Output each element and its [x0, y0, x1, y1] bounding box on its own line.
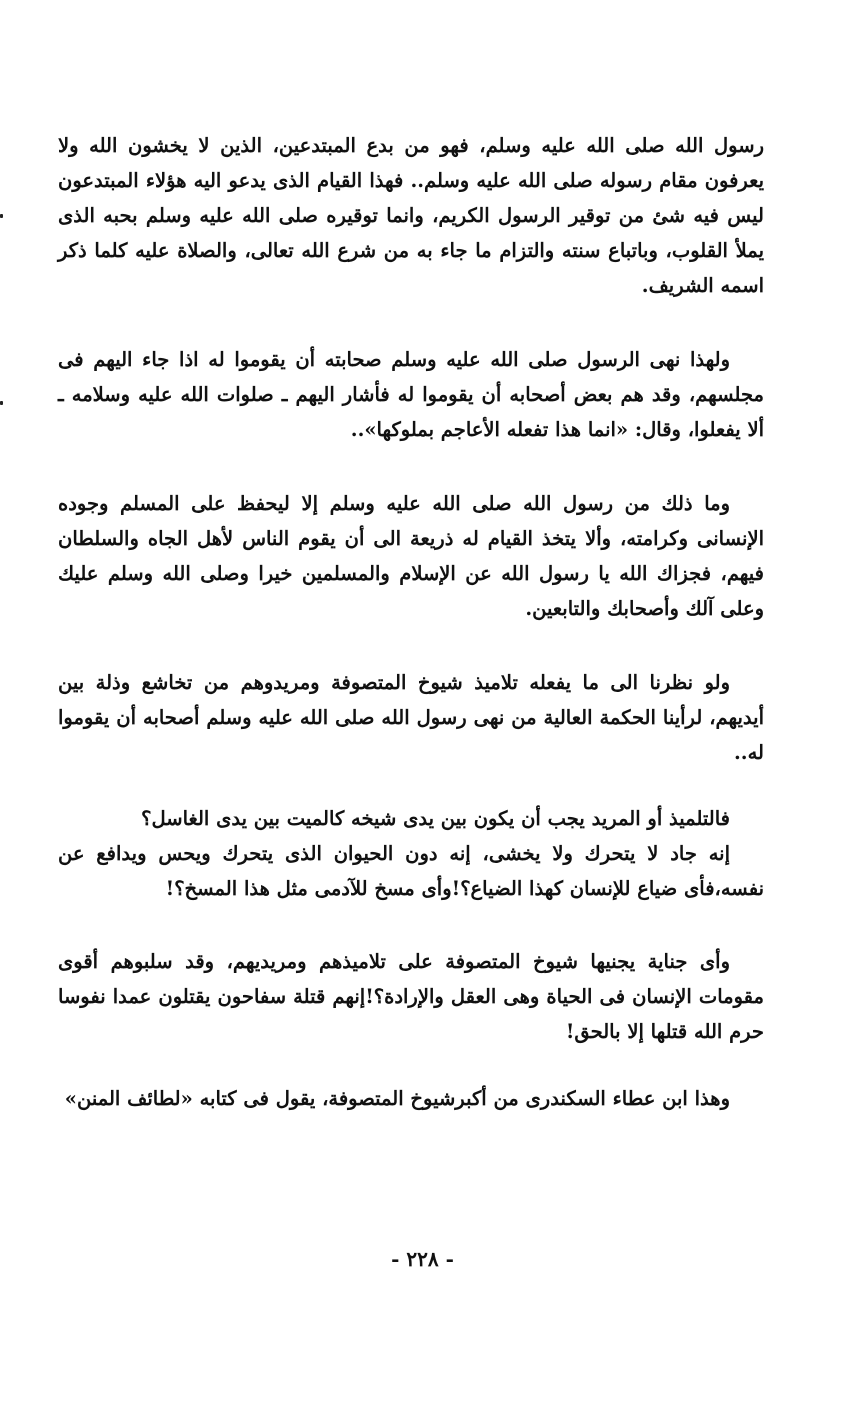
- paragraph-4: ولو نظرنا الى ما يفعله تلاميذ شيوخ المتصوفة ومريدوهم من تخاشع وذلة بين أيديهم، لرأينا الحكمة العالية من نهى رسول الله صلى الله عليه وسلم أصحابه أن يقوموا له..: [58, 671, 764, 764]
- paragraph-7: وأى جناية يجنيها شيوخ المتصوفة على تلاميذهم ومريديهم، وقد سلبوهم أقوى مقومات الإنسان فى الحياة وهى العقل والإرادة؟!إنهم قتلة سفاحون يقتلون عمدا نفوسا حرم الله قتلها إلا بالحق!: [58, 950, 764, 1043]
- paragraph-8: وهذا ابن عطاء السكندرى من أكبرشيوخ المتصوفة، يقول فى كتابه «لطائف المنن»: [64, 1087, 730, 1110]
- margin-mark: [0, 214, 3, 218]
- margin-mark: [0, 401, 3, 405]
- paragraph-6: إنه جاد لا يتحرك ولا يخشى، إنه دون الحيوان الذى يتحرك ويحس ويدافع عن نفسه،فأى ضياع للإنسان كهذا الضياع؟!وأى مسخ للآدمى مثل هذا المسخ؟!: [58, 842, 764, 900]
- page-body: [58, 128, 764, 1116]
- paragraph-1: رسول الله صلى الله عليه وسلم، فهو من بدع المبتدعين، الذين لا يخشون الله ولا يعرفون مقام رسوله صلى الله عليه وسلم.. فهذا القيام الذى يدعو اليه هؤلاء المبتدعون ليس فيه شئ من توقير الرسول الكريم، وانما توقيره صلى الله عليه وسلم بحبه الذى يملأ القلوب، وباتباع سنته والتزام ما جاء به من شرع الله تعالى، والصلاة عليه كلما ذكر اسمه الشريف.: [58, 134, 764, 297]
- paragraph-3: وما ذلك من رسول الله صلى الله عليه وسلم إلا ليحفظ على المسلم وجوده الإنسانى وكرامته، وألا يتخذ القيام له ذريعة الى أن يقوم الناس لأهل الجاه والسلطان فيهم، فجزاك الله يا رسول الله عن الإسلام والمسلمين خيرا وصلى الله وسلم عليك وعلى آلك وأصحابك والتابعين.: [58, 492, 764, 620]
- page-number: - ٢٢٨ -: [391, 1247, 454, 1271]
- paragraph-5: فالتلميذ أو المريد يجب أن يكون بين يدى شيخه كالميت بين يدى الغاسل؟: [141, 807, 730, 830]
- paragraph-2: ولهذا نهى الرسول صلى الله عليه وسلم صحابته أن يقوموا له اذا جاء اليهم فى مجلسهم، وقد هم بعض أصحابه أن يقوموا له فأشار اليهم ـ صلوات الله عليه وسلامه ـ ألا يفعلوا، وقال: «انما هذا تفعله الأعاجم بملوكها»..: [58, 348, 764, 441]
